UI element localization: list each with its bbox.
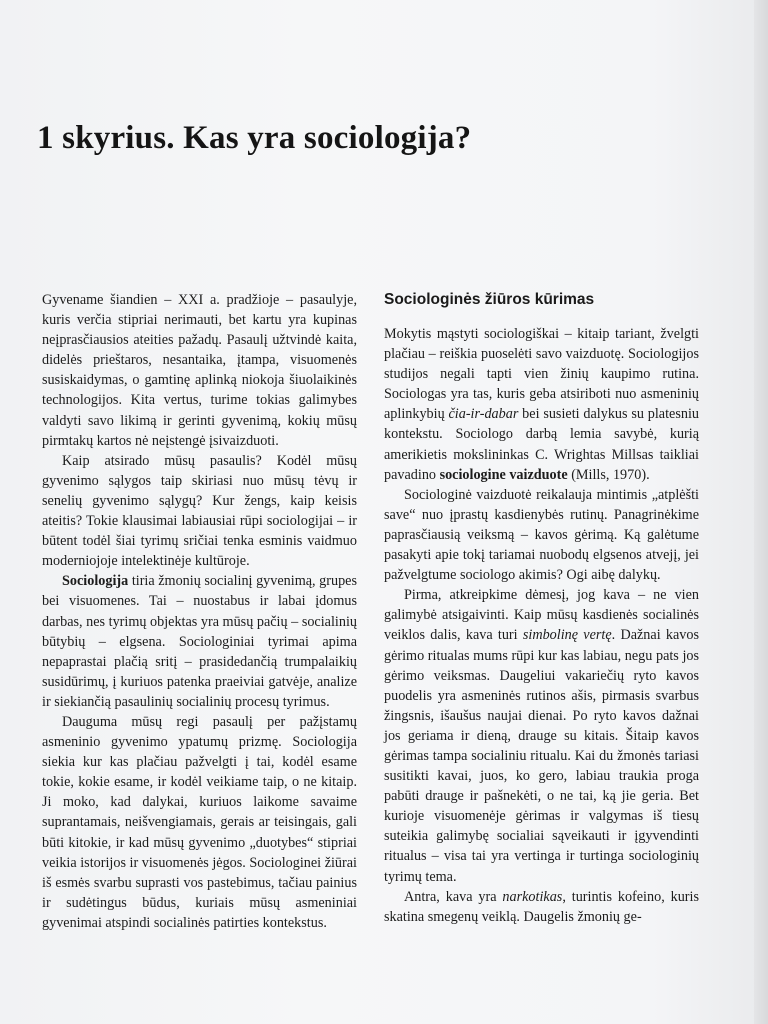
term-sociological-imagination: sociologine vaizduote [439, 466, 568, 483]
paragraph-imagination [384, 324, 699, 485]
citation: (Mills, 1970). [567, 466, 650, 483]
text-run: . Dažnai kavos gėrimo ritualas mums rūpi kur kas labiau, negu pats jos gėrimo veiksmas. Daugeliui vakariečių ryto kavos puodelis yra asmeninės rutinos ašis, pirmasis svarbus žingsnis, išaušus naujai dienai. Po ryto kavos dažnai jos geriama ir dieną, drauge su kitais. Šitaip kavos gėrimas tampa socialiniu ritualu. Kai du žmonės tariasi susitikti kavai, juos, ko gero, labiau traukia proga pabūti drauge ir pašnekėti, o ne tai, ką jie geria. Bet kurioje visuomenėje gėrimas ir valgymas iš tiesų suteikia galimybę socialiai sąveikauti ir įgyvendinti ritualus – visa tai yra vertinga ir turtinga sociologinių tyrimų tema. [384, 627, 699, 885]
italic-term-here-and-now: čia-ir-dabar [448, 406, 519, 423]
right-column [384, 290, 699, 927]
italic-term-symbolic-value: simbolinę vertę [522, 627, 612, 644]
paragraph-coffee-symbolic [384, 585, 699, 886]
paragraph-questions: Kaip atsirado mūsų pasaulis? Kodėl mūsų gyvenimo sąlygos taip skiriasi nuo mūsų tėvų ir senelių gyvenimo sąlygų? Kur žengs, kaip keisis ateitis? Tokie klausimai labiausiai rūpi sociologijai – ir būtent todėl šiai tyrimų sričiai tenka esminis vaidmuo moderniojoje intelektinėje kultūroje. [42, 452, 357, 570]
text-run: Pirma, atkreipkime dėmesį, jog kava – ne vien galimybė atsigaivinti. Kaip mūsų kasdienės socialinės veiklos dalis, kava turi [384, 587, 699, 644]
chapter-title: 1 skyrius. Kas yra sociologija? [37, 120, 472, 156]
italic-term-drug: narkotikas [502, 888, 563, 905]
text-run: Mokytis mąstyti sociologiškai – kitaip tariant, žvelgti plačiau – reiškia puoselėti savo vaizduotę. Sociologijos studijos negali tapti vien žinių kaupimo rutina. Sociologas yra tas, kuris geba atsiriboti nuo asmeninių aplinkybių [384, 326, 699, 423]
paragraph-intro: Gyvename šiandien – XXI a. pradžioje – pasaulyje, kuris verčia stipriai nerimauti, bet kartu yra kupinas neįprasčiausios ateities pažadų. Pasaulį užtvindė kaita, didelės prieštaros, nesantaika, įtampa, visuomenės susiskaidymas, o gamtinę aplinką niokoja šiuolaikinės technologijos. Kita vertus, turime tokias galimybes valdyti savo likimą ir gerinti gyvenimą, kokių mūsų pirmtakų kartos nė neįstengė įsivaizduoti. [42, 292, 357, 449]
paragraph-perspective: Dauguma mūsų regi pasaulį per pažįstamų asmeninio gyvenimo ypatumų prizmę. Sociologija siekia kur kas plačiau pažvelgti į tai, kodėl esame tokie, kokie esame, ir kodėl veikiame taip, o ne kitaip. Ji moko, kad dalykai, kuriuos laikome savaime suprantamais, neišvengiamais, gerais ar teisingais, gali būti kitokie, ir kad mūsų gyvenimo „duotybes“ stipriai veikia istorijos ir visuomenės jėgos. Sociologinei žiūrai iš esmės svarbu suprasti vos pastebimus, tačiau painius ir sudėtingus būdus, kuriais mūsų asmeniniai gyvenimai atspindi socialinės patirties kontekstus. [42, 713, 357, 931]
paragraph-coffee-intro: Sociologinė vaizduotė reikalauja mintimis „atplėšti save“ nuo įprastų kasdienybės rutinų. Panagrinėkime paprasčiausią veiksmą – kavos gėrimą. Ką galėtume pasakyti apie tokį tariamai nuobodų elgsenos atvejį, jei pažvelgtume sociologo akimis? Ogi aibę dalykų. [384, 486, 699, 584]
text-run: bei susieti dalykus su platesniu kontekstu. Sociologo darbą lemia savybė, kurią amerikietis mokslininkas C. Wrightas Millsas taikliai pavadino [384, 406, 699, 483]
page-edge [754, 0, 768, 1024]
paragraph-coffee-drug [384, 887, 699, 927]
left-column [42, 290, 357, 933]
text-run: , turintis kofeino, kuris skatina smegenų veiklą. Daugelis žmonių ge- [384, 888, 699, 925]
section-heading: Sociologinės žiūros kūrimas [384, 291, 595, 308]
text-run: Antra, kava yra [404, 888, 503, 905]
paragraph-definition [42, 571, 357, 712]
definition-text: tiria žmonių socialinį gyvenimą, grupes bei visuomenes. Tai – nuostabus ir labai įdomus darbas, nes tyrimų objektas yra mūsų pačių – socialinių būtybių – elgsena. Sociologiniai tyrimai apima nepaprastai plačią sritį – prasidedančią trumpalaikių susidūrimų, į kuriuos patenka praeiviai gatvėje, analize ir siekiančią pasaulinių socialinių procesų tyrimus. [42, 573, 357, 710]
term-sociologija: Sociologija [62, 573, 129, 590]
